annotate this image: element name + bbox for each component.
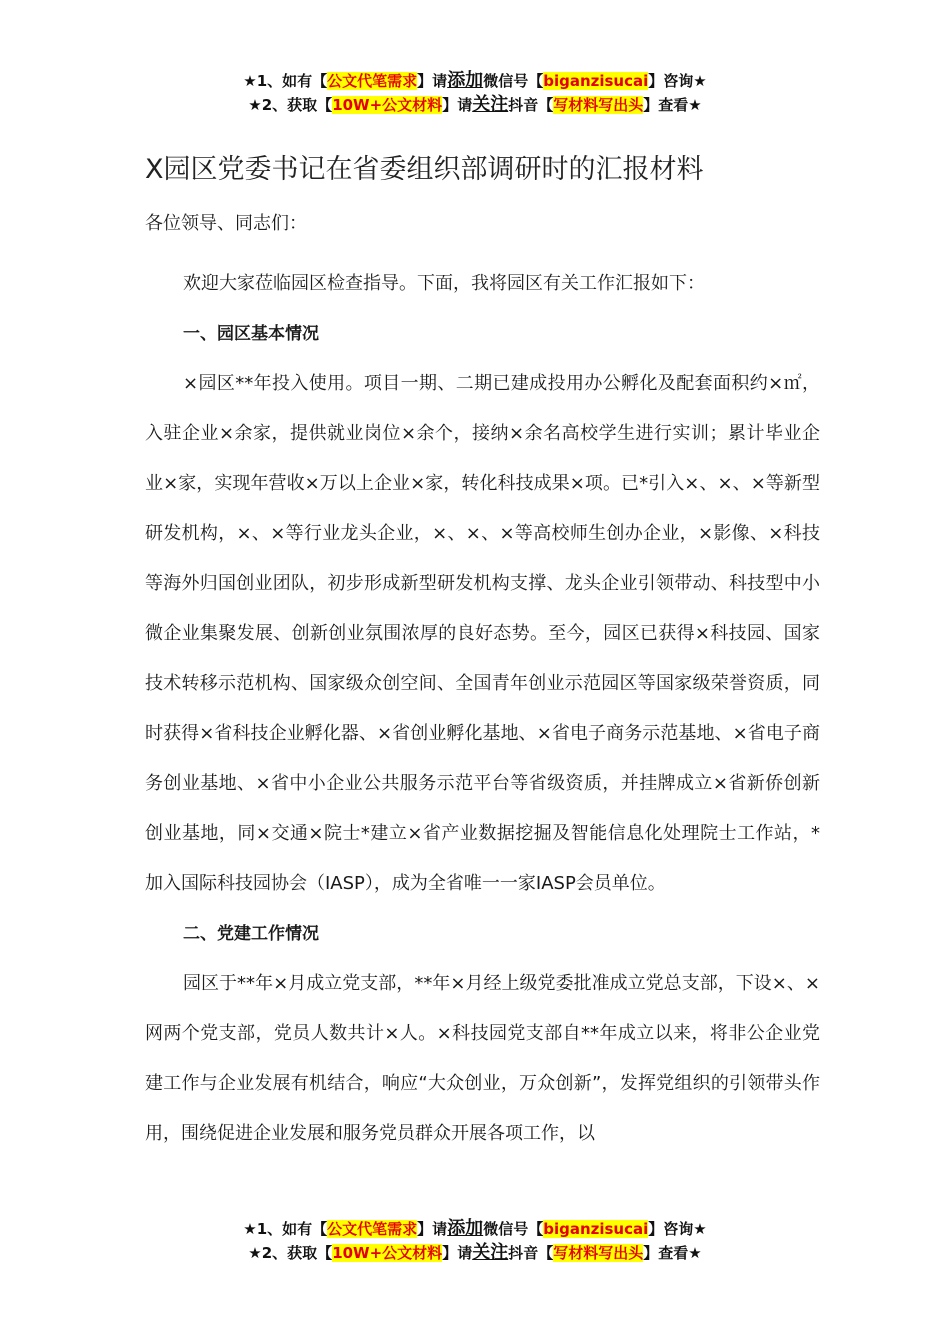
document-body [145,148,820,1159]
banner-line-2 [0,93,950,117]
banner-text: 微信号【 [483,1220,544,1238]
banner-emphasis: 添加 [447,1218,484,1239]
banner-text: 】咨询★ [648,72,707,90]
banner-text: 抖音【 [508,1244,554,1262]
banner-text: ★2、获取【 [248,1244,333,1262]
banner-text: 】请 [442,1244,473,1262]
section-heading-2: 二、党建工作情况 [183,924,319,944]
banner-text: 】查看★ [643,1244,702,1262]
banner-highlight: 公文代笔需求 [327,72,418,90]
banner-line-1 [0,69,950,93]
banner-text: ★1、如有【 [243,1220,328,1238]
banner-emphasis: 关注 [472,1242,509,1263]
banner-line-2 [0,1241,950,1265]
section-2-paragraph: 园区于**年×月成立党支部，**年×月经上级党委批准成立党总支部，下设×、×网两个党支部，党员人数共计×人。×科技园党支部自**年成立以来，将非公企业党建工作与企业发展有机结合，响应“大众创业，万众创新”，发挥党组织的引领带头作用，围绕促进企业发展和服务党员群众开展各项工作，以 [145,973,820,1144]
bottom-banner [0,1217,950,1265]
banner-text: 】请 [442,96,473,114]
banner-text: 】请 [417,72,448,90]
banner-text: 抖音【 [508,96,554,114]
banner-emphasis: 关注 [472,94,509,115]
banner-wechat-id: biganzisucai [543,1220,649,1238]
section-heading-1: 一、园区基本情况 [183,324,319,344]
banner-highlight: 10W+公文材料 [332,96,443,114]
banner-text: 】请 [417,1220,448,1238]
section-1-paragraph: ×园区**年投入使用。项目一期、二期已建成投用办公孵化及配套面积约×㎡，入驻企业×余家，提供就业岗位×余个，接纳×余名高校学生进行实训；累计毕业企业×家，实现年营收×万以上企业×家，转化科技成果×项。已*引入×、×、×等新型研发机构，×、×等行业龙头企业，×、×、×等高校师生创办企业，×影像、×科技等海外归国创业团队，初步形成新型研发机构支撑、龙头企业引领带动、科技型中小微企业集聚发展、创新创业氛围浓厚的良好态势。至今，园区已获得×科技园、国家技术转移示范机构、国家级众创空间、全国青年创业示范园区等国家级荣誉资质，同时获得×省科技企业孵化器、×省创业孵化基地、×省电子商务示范基地、×省电子商务创业基地、×省中小企业公共服务示范平台等省级资质，并挂牌成立×省新侨创新创业基地，同×交通×院士*建立×省产业数据挖掘及智能信息化处理院士工作站，*加入国际科技园协会（IASP），成为全省唯一一家IASP会员单位。 [145,373,820,894]
banner-highlight: 公文代笔需求 [327,1220,418,1238]
document-title: X园区党委书记在省委组织部调研时的汇报材料 [145,154,704,185]
banner-douyin-id: 写材料写出头 [553,96,644,114]
banner-text: ★2、获取【 [248,96,333,114]
salutation: 各位领导、同志们： [145,213,307,234]
banner-highlight: 10W+公文材料 [332,1244,443,1262]
banner-text: 】咨询★ [648,1220,707,1238]
spacer [145,249,820,259]
intro-paragraph: 欢迎大家莅临园区检查指导。下面，我将园区有关工作汇报如下： [183,273,705,294]
banner-line-1 [0,1217,950,1241]
banner-douyin-id: 写材料写出头 [553,1244,644,1262]
banner-wechat-id: biganzisucai [543,72,649,90]
banner-emphasis: 添加 [447,70,484,91]
banner-text: 微信号【 [483,72,544,90]
banner-text: 】查看★ [643,96,702,114]
top-banner [0,69,950,117]
banner-text: ★1、如有【 [243,72,328,90]
